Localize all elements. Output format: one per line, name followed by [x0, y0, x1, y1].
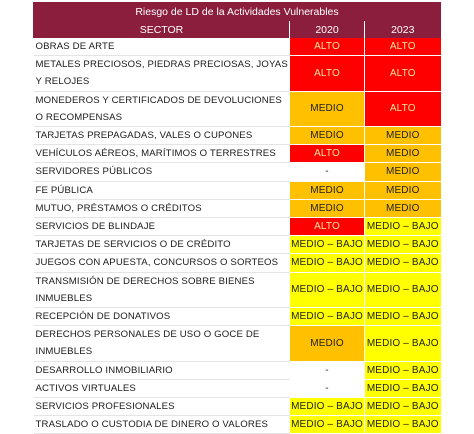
table-title: Riesgo de LD de la Actividades Vulnerables: [34, 3, 441, 21]
risk-level-label: MEDIO – BAJO: [366, 284, 439, 296]
risk-2020-cell: [290, 308, 365, 326]
risk-level-label: MEDIO – BAJO: [366, 239, 439, 251]
risk-level-label: MEDIO: [310, 103, 344, 115]
risk-level-label: -: [325, 166, 329, 178]
risk-level-label: MEDIO – BAJO: [366, 257, 439, 269]
risk-level-label: MEDIO: [310, 202, 344, 214]
risk-2020-cell: [290, 236, 365, 254]
sector-cell: MUTUO, PRÉSTAMOS O CRÉDITOS: [34, 199, 290, 217]
sector-cell: JUEGOS CON APUESTA, CONCURSOS O SORTEOS: [34, 254, 290, 272]
table-row: [34, 236, 441, 254]
table-row: [34, 254, 441, 272]
sector-cell: SERVIDORES PÚBLICOS: [34, 163, 290, 181]
risk-2020-cell: [290, 361, 365, 379]
risk-2020-cell: [290, 127, 365, 145]
risk-2023-cell: [365, 326, 441, 361]
table-row: [34, 398, 441, 416]
risk-level-label: MEDIO – BAJO: [366, 382, 439, 394]
risk-level-label: ALTO: [314, 148, 340, 160]
table-row: [34, 91, 441, 126]
risk-2020-cell: [290, 145, 365, 163]
risk-level-label: MEDIO: [385, 130, 420, 142]
risk-level-label: MEDIO: [310, 337, 344, 349]
risk-2020-cell: [290, 181, 365, 199]
risk-level-label: MEDIO – BAJO: [291, 401, 363, 413]
risk-level-label: MEDIO – BAJO: [366, 337, 439, 349]
column-header-sector: SECTOR: [34, 21, 290, 39]
risk-level-label: ALTO: [314, 221, 340, 233]
sector-cell: TARJETAS PREPAGADAS, VALES O CUPONES: [34, 127, 290, 145]
risk-2020-cell: [290, 56, 365, 91]
risk-2023-cell: [365, 254, 441, 272]
risk-2023-cell: [365, 181, 441, 199]
risk-2023-cell: [365, 199, 441, 217]
risk-level-label: MEDIO: [310, 130, 344, 142]
table-row: [34, 308, 441, 326]
risk-table-container: [33, 2, 440, 434]
risk-level-label: ALTO: [389, 103, 416, 115]
sector-cell: MONEDEROS Y CERTIFICADOS DE DEVOLUCIONES O RECOMPENSAS: [34, 91, 290, 126]
sector-cell: TRANSMISIÓN DE DERECHOS SOBRE BIENES INMUEBLES: [34, 272, 290, 307]
risk-level-label: ALTO: [389, 67, 416, 79]
risk-2023-cell: [365, 91, 441, 126]
risk-level-label: -: [325, 382, 329, 394]
sector-cell: METALES PRECIOSOS, PIEDRAS PRECIOSAS, JOYAS Y RELOJES: [34, 56, 290, 91]
sector-cell: TRASLADO O CUSTODIA DE DINERO O VALORES: [34, 416, 290, 434]
risk-level-label: MEDIO: [385, 184, 420, 196]
risk-level-label: MEDIO – BAJO: [366, 311, 439, 323]
table-row: [34, 163, 441, 181]
risk-2023-cell: [365, 308, 441, 326]
table-row: [34, 127, 441, 145]
risk-2020-cell: [290, 38, 365, 56]
table-row: [34, 326, 441, 361]
risk-2023-cell: [365, 145, 441, 163]
risk-2020-cell: [290, 416, 365, 434]
risk-table: [33, 2, 441, 434]
table-row: [34, 56, 441, 91]
table-row: [34, 416, 441, 434]
risk-2020-cell: [290, 163, 365, 181]
risk-level-label: MEDIO – BAJO: [291, 419, 363, 431]
risk-2020-cell: [290, 254, 365, 272]
risk-level-label: ALTO: [314, 41, 340, 52]
risk-2023-cell: [365, 56, 441, 91]
risk-level-label: MEDIO: [385, 202, 420, 214]
risk-level-label: MEDIO – BAJO: [291, 284, 363, 296]
table-row: [34, 379, 441, 397]
sector-cell: VEHÍCULOS AÉREOS, MARÍTIMOS O TERRESTRES: [34, 145, 290, 163]
risk-level-label: MEDIO – BAJO: [291, 311, 363, 323]
risk-2023-cell: [365, 416, 441, 434]
risk-2023-cell: [365, 361, 441, 379]
table-row: [34, 199, 441, 217]
sector-cell: SERVICIOS PROFESIONALES: [34, 398, 290, 416]
risk-2020-cell: [290, 272, 365, 307]
risk-level-label: MEDIO – BAJO: [366, 419, 439, 431]
sector-cell: TARJETAS DE SERVICIOS O DE CRÉDITO: [34, 236, 290, 254]
column-header-2020: 2020: [290, 21, 365, 39]
risk-level-label: MEDIO: [385, 148, 420, 160]
risk-level-label: MEDIO – BAJO: [366, 221, 439, 233]
risk-2023-cell: [365, 218, 441, 236]
sector-cell: OBRAS DE ARTE: [34, 38, 290, 56]
risk-2023-cell: [365, 163, 441, 181]
sector-cell: SERVICIOS DE BLINDAJE: [34, 218, 290, 236]
risk-2020-cell: [290, 199, 365, 217]
table-row: [34, 38, 441, 56]
risk-level-label: MEDIO – BAJO: [291, 239, 363, 251]
risk-level-label: ALTO: [314, 67, 340, 79]
risk-2023-cell: [365, 38, 441, 56]
risk-level-label: -: [325, 364, 329, 376]
table-row: [34, 181, 441, 199]
risk-2023-cell: [365, 398, 441, 416]
risk-2023-cell: [365, 272, 441, 307]
risk-level-label: MEDIO: [385, 166, 420, 178]
risk-level-label: MEDIO: [310, 184, 344, 196]
sector-cell: ACTIVOS VIRTUALES: [34, 379, 290, 397]
risk-2023-cell: [365, 236, 441, 254]
table-row: [34, 218, 441, 236]
table-body: [34, 38, 441, 434]
risk-level-label: ALTO: [389, 41, 416, 52]
column-header-2023: 2023: [365, 21, 441, 39]
risk-level-label: MEDIO – BAJO: [366, 364, 439, 376]
risk-level-label: MEDIO – BAJO: [291, 257, 363, 269]
sector-cell: RECEPCIÓN DE DONATIVOS: [34, 308, 290, 326]
sector-cell: DESARROLLO INMOBILIARIO: [34, 361, 290, 379]
risk-2020-cell: [290, 218, 365, 236]
risk-2023-cell: [365, 379, 441, 397]
risk-2020-cell: [290, 398, 365, 416]
risk-2023-cell: [365, 127, 441, 145]
table-row: [34, 361, 441, 379]
risk-2020-cell: [290, 326, 365, 361]
table-row: [34, 145, 441, 163]
sector-cell: DERECHOS PERSONALES DE USO O GOCE DE INMUEBLES: [34, 326, 290, 361]
risk-2020-cell: [290, 379, 365, 397]
table-row: [34, 272, 441, 307]
risk-2020-cell: [290, 91, 365, 126]
sector-cell: FE PÚBLICA: [34, 181, 290, 199]
risk-level-label: MEDIO – BAJO: [366, 401, 439, 413]
